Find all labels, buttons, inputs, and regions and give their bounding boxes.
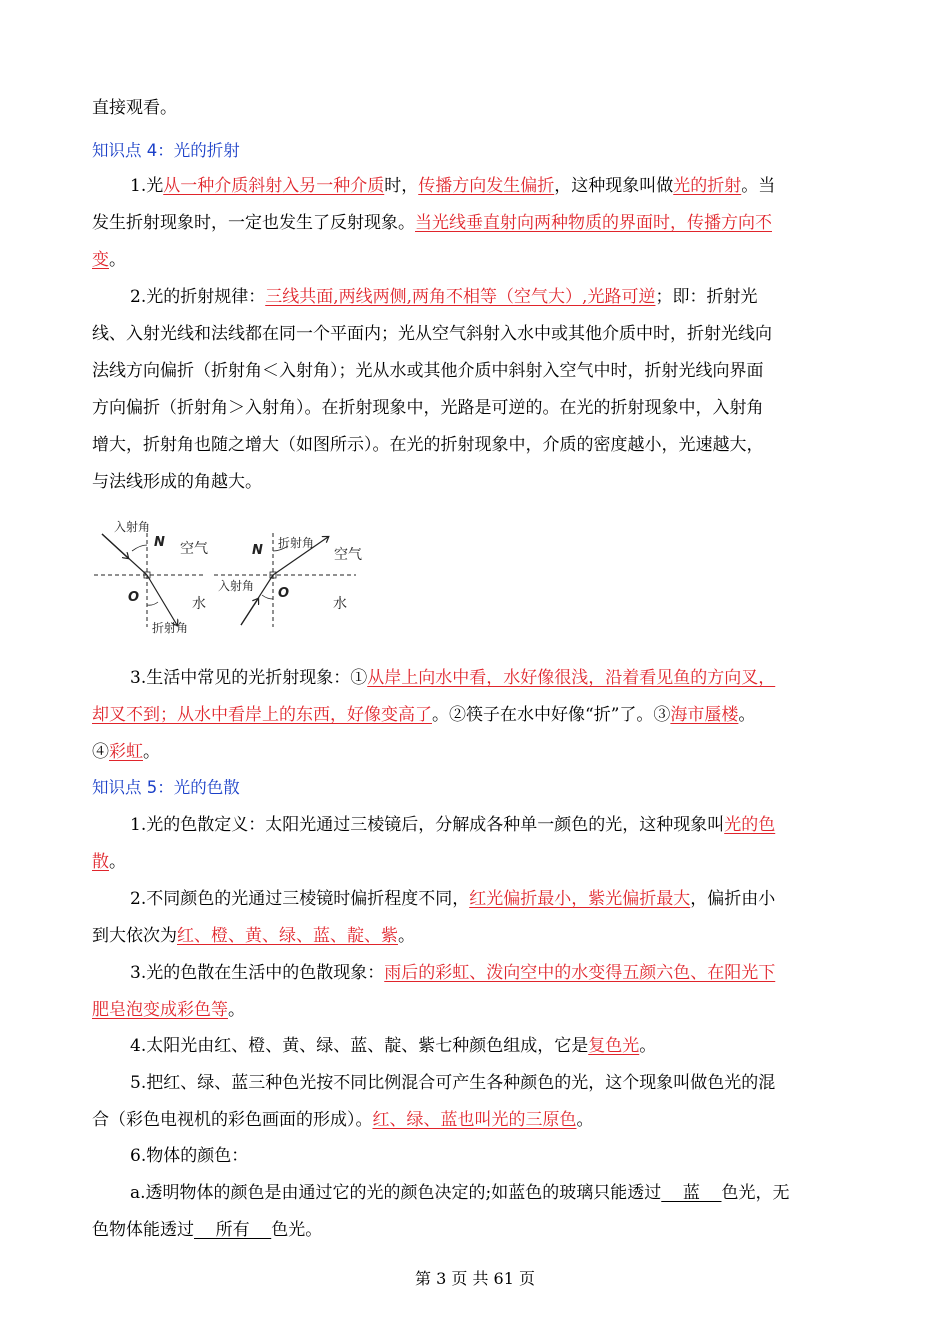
incident-arrow bbox=[102, 534, 128, 558]
refraction-diagram bbox=[88, 515, 378, 640]
dispersion-1-line-2: 散。 bbox=[92, 852, 126, 872]
paragraph-2-line-4: 方向偏折（折射角＞入射角）。在折射现象中，光路是可逆的。在光的折射现象中，入射角 bbox=[92, 398, 764, 418]
dispersion-2-line-1: 2.不同颜色的光通过三棱镜时偏折程度不同，红光偏折最小，紫光偏折最大，偏折由小 bbox=[130, 889, 776, 909]
paragraph-3-line-1: 3.生活中常见的光折射现象：①从岸上向水中看，水好像很浅，沿着看见鱼的方向叉， bbox=[130, 668, 776, 688]
paragraph-3-line-2: 却叉不到；从水中看岸上的东西，好像变高了。②筷子在水中好像“折”了。③海市蜃楼。 bbox=[92, 705, 756, 725]
normal-label: N bbox=[252, 543, 263, 558]
water-label: 水 bbox=[192, 596, 206, 612]
origin-label: O bbox=[128, 590, 140, 605]
page-footer: 第 3 页 共 61 页 bbox=[415, 1269, 535, 1288]
water-to-air-diagram bbox=[214, 533, 362, 627]
dispersion-4-line: 4.太阳光由红、橙、黄、绿、蓝、靛、紫七种颜色组成，它是复色光。 bbox=[130, 1036, 657, 1056]
refracted-angle-label: 折射角 bbox=[152, 621, 189, 635]
origin-label: O bbox=[278, 586, 290, 601]
dispersion-5-line-2: 合（彩色电视机的彩色画面的形成）。红、绿、蓝也叫光的三原色。 bbox=[92, 1110, 594, 1130]
dispersion-5-line-1: 5.把红、绿、蓝三种色光按不同比例混合可产生各种颜色的光，这个现象叫做色光的混 bbox=[130, 1073, 776, 1093]
water-label: 水 bbox=[333, 596, 347, 612]
incident-angle-arc bbox=[262, 595, 273, 599]
paragraph-1-line-2: 发生折射现象时，一定也发生了反射现象。当光线垂直射向两种物质的界面时，传播方向不 bbox=[92, 213, 772, 233]
refracted-angle-arc bbox=[147, 602, 158, 605]
dispersion-6-heading: 6.物体的颜色： bbox=[130, 1146, 249, 1166]
air-to-water-diagram bbox=[94, 520, 208, 635]
incident-angle-label: 入射角 bbox=[114, 520, 151, 534]
paragraph-2-line-5: 增大，折射角也随之增大（如图所示）。在光的折射现象中，介质的密度越小，光速越大， bbox=[92, 435, 764, 455]
paragraph-2-line-3: 法线方向偏折（折射角＜入射角）；光从水或其他介质中斜射入空气中时，折射光线向界面 bbox=[92, 361, 764, 381]
incident-angle-label: 入射角 bbox=[218, 579, 255, 593]
refracted-angle-label: 折射角 bbox=[278, 536, 315, 550]
dispersion-6a-line-1: a.透明物体的颜色是由通过它的光的颜色决定的;如蓝色的玻璃只能透过 蓝 色光，无 bbox=[130, 1183, 790, 1203]
refracted-ray bbox=[147, 575, 177, 625]
paragraph-1-line-1: 1.光从一种介质斜射入另一种介质时，传播方向发生偏折，这种现象叫做光的折射。当 bbox=[130, 176, 776, 196]
dispersion-6a-line-2: 色物体能透过 所有 色光。 bbox=[92, 1220, 323, 1240]
paragraph-1-line-3: 变。 bbox=[92, 250, 126, 270]
dispersion-1-line-1: 1.光的色散定义：太阳光通过三棱镜后，分解成各种单一颜色的光，这种现象叫光的色 bbox=[130, 815, 776, 835]
incident-arrow bbox=[241, 599, 258, 625]
section-heading-dispersion: 知识点 5：光的色散 bbox=[92, 778, 240, 797]
incident-angle-arc bbox=[132, 545, 147, 551]
air-label: 空气 bbox=[334, 547, 362, 563]
dispersion-2-line-2: 到大依次为红、橙、黄、绿、蓝、靛、紫。 bbox=[92, 926, 415, 946]
text-line: 直接观看。 bbox=[92, 98, 177, 118]
normal-label: N bbox=[154, 535, 165, 550]
paragraph-2-line-1: 2.光的折射规律：三线共面,两线两侧,两角不相等（空气大）,光路可逆；即：折射光 bbox=[130, 287, 758, 307]
air-label: 空气 bbox=[180, 541, 208, 557]
paragraph-2-line-2: 线、入射光线和法线都在同一个平面内；光从空气斜射入水中或其他介质中时，折射光线向 bbox=[92, 324, 772, 344]
section-heading-refraction: 知识点 4：光的折射 bbox=[92, 141, 240, 160]
dispersion-3-line-2: 肥皂泡变成彩色等。 bbox=[92, 1000, 245, 1020]
paragraph-3-line-3: ④彩虹。 bbox=[92, 742, 160, 762]
paragraph-2-line-6: 与法线形成的角越大。 bbox=[92, 472, 262, 492]
dispersion-3-line-1: 3.光的色散在生活中的色散现象：雨后的彩虹、泼向空中的水变得五颜六色、在阳光下 bbox=[130, 963, 776, 983]
